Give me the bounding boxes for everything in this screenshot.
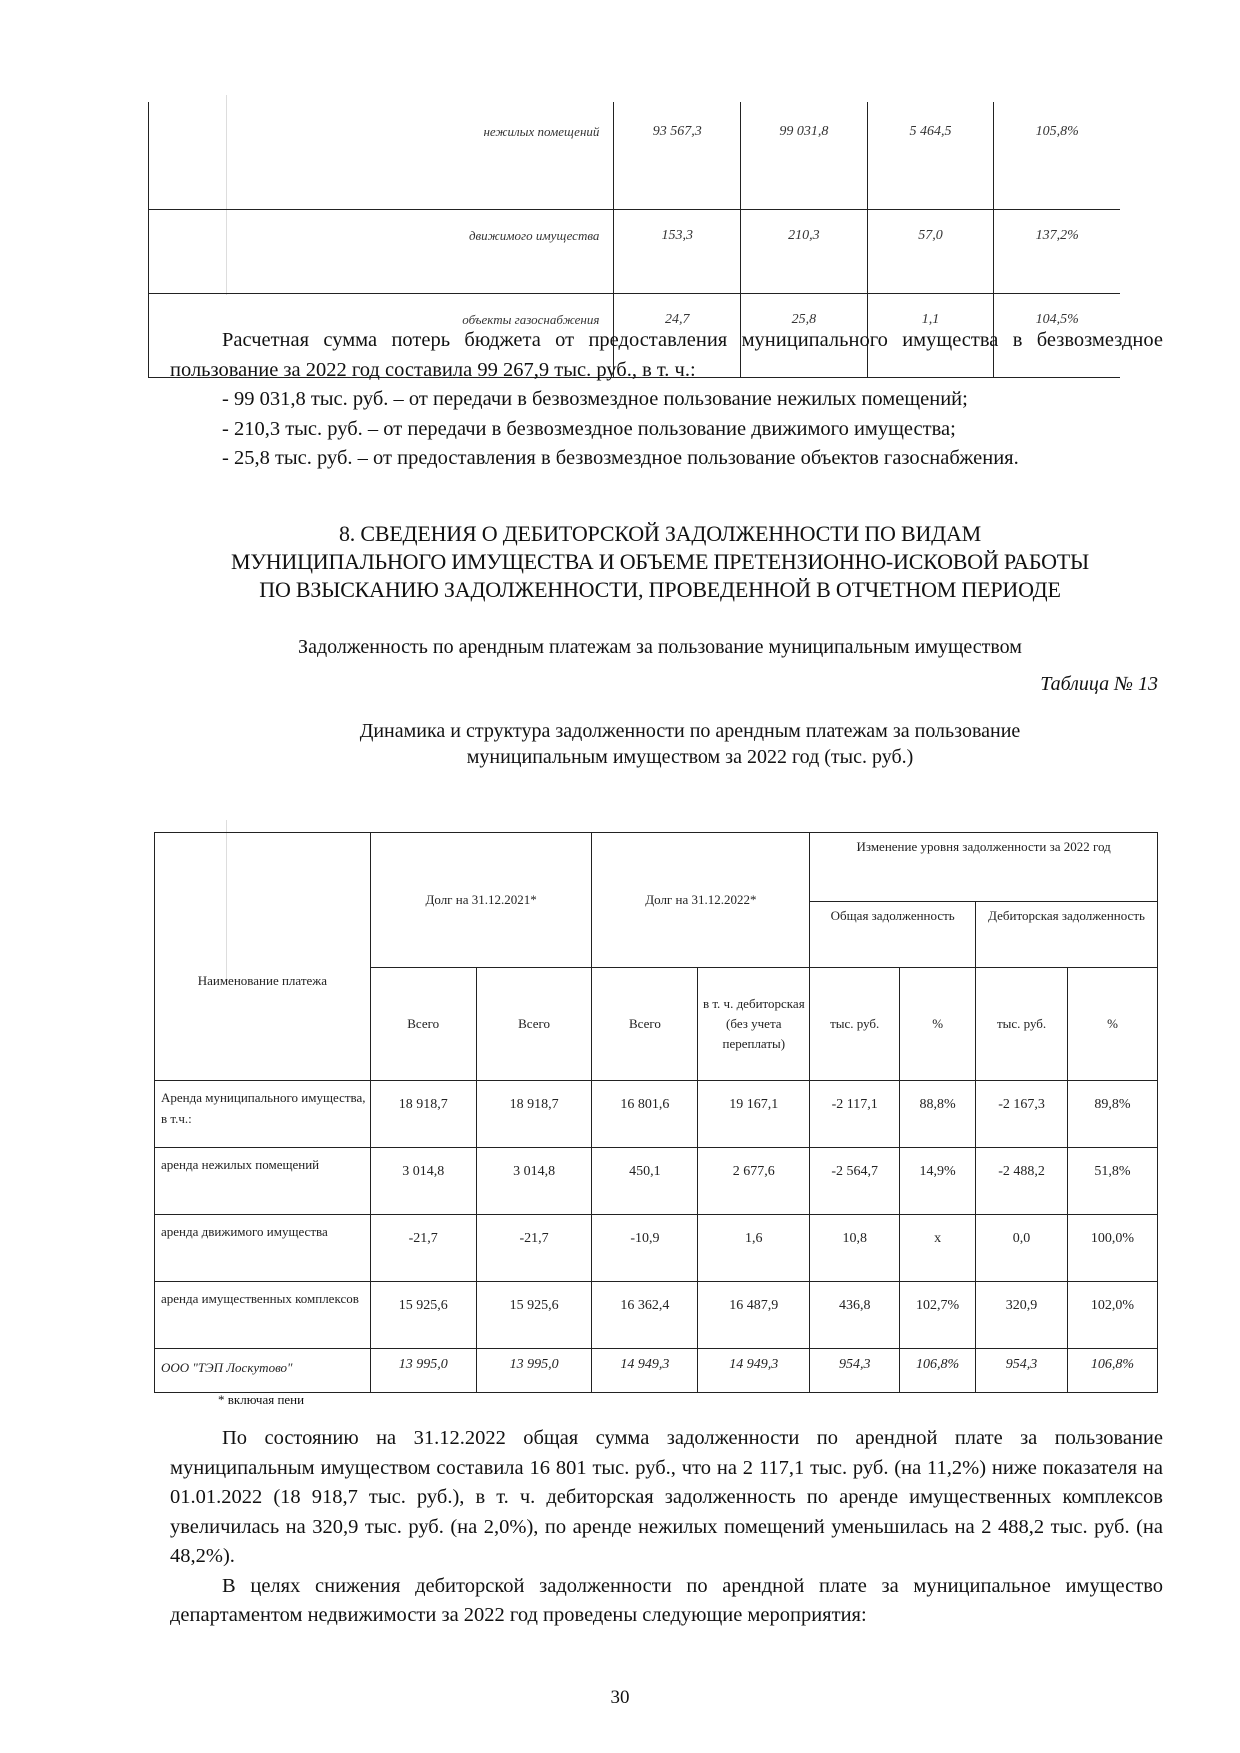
- row-name: нежилых помещений: [149, 102, 614, 210]
- cell: 25,8: [741, 294, 868, 378]
- cell: 100,0%: [1068, 1215, 1158, 1282]
- cell: 106,8%: [1068, 1349, 1158, 1393]
- table-row: [155, 1282, 1158, 1349]
- cell: 105,8%: [994, 102, 1120, 210]
- header-incl-receivable: в т. ч. дебиторская (без учета переплаты): [698, 968, 810, 1081]
- row-name: объекты газоснабжения: [149, 294, 614, 378]
- header-change: Изменение уровня задолженности за 2022 год: [810, 833, 1158, 902]
- cell: 18 918,7: [476, 1081, 592, 1148]
- caption-line: муниципальным имуществом за 2022 год (тыс. руб.): [466, 746, 914, 768]
- cell: 0,0: [976, 1215, 1068, 1282]
- cell: 16 801,6: [592, 1081, 698, 1148]
- cell: 1,6: [698, 1215, 810, 1282]
- cell: 13 995,0: [370, 1349, 476, 1393]
- cell: 15 925,6: [476, 1282, 592, 1349]
- header-debt-2021: Долг на 31.12.2021*: [370, 833, 592, 968]
- row-name: аренда нежилых помещений: [155, 1148, 371, 1215]
- cell: -2 167,3: [976, 1081, 1068, 1148]
- cell: 1,1: [867, 294, 994, 378]
- row-name: аренда имущественных комплексов: [155, 1282, 371, 1349]
- cell: 106,8%: [900, 1349, 976, 1393]
- header-payment-name: Наименование платежа: [155, 833, 371, 1081]
- cell: 15 925,6: [370, 1282, 476, 1349]
- section-heading: [150, 520, 1170, 604]
- loss-item: - 99 031,8 тыс. руб. – от передачи в безвозмездное пользование нежилых помещений;: [222, 388, 968, 410]
- cell: 14 949,3: [592, 1349, 698, 1393]
- row-name: аренда движимого имущества: [155, 1215, 371, 1282]
- summary-paragraph-block: [170, 1424, 1163, 1631]
- section-heading-line: ПО ВЗЫСКАНИЮ ЗАДОЛЖЕННОСТИ, ПРОВЕДЕННОЙ В ОТЧЕТНОМ ПЕРИОДЕ: [259, 577, 1061, 602]
- loss-intro: Расчетная сумма потерь бюджета от предоставления муниципального имущества в безвозмездное пользование за 2022 год составила 99 267,9 тыс. руб., в т. ч.:: [170, 329, 1163, 381]
- measures-paragraph: В целях снижения дебиторской задолженности по арендной плате за муниципальное имущество департаментом недвижимости за 2022 год проведены следующие мероприятия:: [170, 1574, 1163, 1626]
- page-number: 30: [610, 1687, 630, 1708]
- cell: 3 014,8: [476, 1148, 592, 1215]
- header-total: Всего: [370, 968, 476, 1081]
- cell: 10,8: [810, 1215, 900, 1282]
- table-row: [149, 102, 1121, 210]
- cell: x: [900, 1215, 976, 1282]
- header-thousand-rub: тыс. руб.: [976, 968, 1068, 1081]
- cell: 14,9%: [900, 1148, 976, 1215]
- cell: 16 362,4: [592, 1282, 698, 1349]
- cell: 210,3: [741, 210, 868, 294]
- cell: 99 031,8: [741, 102, 868, 210]
- table-caption: [250, 718, 1130, 770]
- row-name: движимого имущества: [149, 210, 614, 294]
- cell: 320,9: [976, 1282, 1068, 1349]
- cell: 14 949,3: [698, 1349, 810, 1393]
- cell: 102,7%: [900, 1282, 976, 1349]
- cell: -10,9: [592, 1215, 698, 1282]
- cell: 3 014,8: [370, 1148, 476, 1215]
- cell: 153,3: [614, 210, 741, 294]
- cell: 88,8%: [900, 1081, 976, 1148]
- header-debt-2022: Долг на 31.12.2022*: [592, 833, 810, 968]
- header-percent: %: [1068, 968, 1158, 1081]
- table-row: [149, 210, 1121, 294]
- debt-dynamics-table: [154, 832, 1158, 1393]
- header-total: Всего: [592, 968, 698, 1081]
- cell: 16 487,9: [698, 1282, 810, 1349]
- header-receivable-debt: Дебиторская задолженность: [976, 901, 1158, 967]
- cell: 5 464,5: [867, 102, 994, 210]
- cell: 93 567,3: [614, 102, 741, 210]
- cell: 57,0: [867, 210, 994, 294]
- section-heading-line: 8. СВЕДЕНИЯ О ДЕБИТОРСКОЙ ЗАДОЛЖЕННОСТИ ПО ВИДАМ: [338, 521, 982, 546]
- cell: 24,7: [614, 294, 741, 378]
- header-thousand-rub: тыс. руб.: [810, 968, 900, 1081]
- cell: -21,7: [476, 1215, 592, 1282]
- loss-item: - 25,8 тыс. руб. – от предоставления в безвозмездное пользование объектов газоснабжения.: [222, 447, 1019, 469]
- caption-line: Динамика и структура задолженности по арендным платежам за пользование: [359, 720, 1021, 742]
- loss-item: - 210,3 тыс. руб. – от передачи в безвозмездное пользование движимого имущества;: [222, 417, 956, 440]
- summary-paragraph: По состоянию на 31.12.2022 общая сумма задолженности по арендной плате за пользование муниципальным имуществом составила 16 801 тыс. руб., что на 2 117,1 тыс. руб. (на 11,2%) ниже показателя на 01.01.2022 (18 918,7 тыс. руб.), в т. ч. дебиторская задолженность по аренде имущественных комплексов увеличилась на 320,9 тыс. руб. (на 2,0%), по аренде нежилых помещений уменьшилась на 2 488,2 тыс. руб. (на 48,2%).: [170, 1427, 1163, 1567]
- cell: 89,8%: [1068, 1081, 1158, 1148]
- cell: 18 918,7: [370, 1081, 476, 1148]
- cell: 954,3: [976, 1349, 1068, 1393]
- table-row: [155, 1215, 1158, 1282]
- table-row: [155, 1148, 1158, 1215]
- cell: 137,2%: [994, 210, 1120, 294]
- section-heading-line: МУНИЦИПАЛЬНОГО ИМУЩЕСТВА И ОБЪЕМЕ ПРЕТЕНЗИОННО-ИСКОВОЙ РАБОТЫ: [230, 549, 1090, 574]
- cell: -2 564,7: [810, 1148, 900, 1215]
- row-name: Аренда муниципального имущества, в т.ч.:: [155, 1081, 371, 1148]
- table-row: [155, 1081, 1158, 1148]
- cell: 51,8%: [1068, 1148, 1158, 1215]
- cell: 436,8: [810, 1282, 900, 1349]
- cell: 13 995,0: [476, 1349, 592, 1393]
- header-total: Всего: [476, 968, 592, 1081]
- cell: -2 488,2: [976, 1148, 1068, 1215]
- table-row: [155, 1349, 1158, 1393]
- cell: 104,5%: [994, 294, 1120, 378]
- cell: 2 677,6: [698, 1148, 810, 1215]
- cell: 19 167,1: [698, 1081, 810, 1148]
- subsection-title: Задолженность по арендным платежам за пользование муниципальным имуществом: [298, 636, 1022, 658]
- row-name: ООО "ТЭП Лоскутово": [155, 1349, 371, 1393]
- table-number-label: Таблица № 13: [1040, 673, 1158, 695]
- cell: -2 117,1: [810, 1081, 900, 1148]
- cell: 954,3: [810, 1349, 900, 1393]
- header-total-debt: Общая задолженность: [810, 901, 976, 967]
- cell: 450,1: [592, 1148, 698, 1215]
- table-footnote: * включая пени: [218, 1392, 305, 1407]
- loss-paragraph: [170, 326, 1163, 474]
- cell: 102,0%: [1068, 1282, 1158, 1349]
- header-percent: %: [900, 968, 976, 1081]
- cell: -21,7: [370, 1215, 476, 1282]
